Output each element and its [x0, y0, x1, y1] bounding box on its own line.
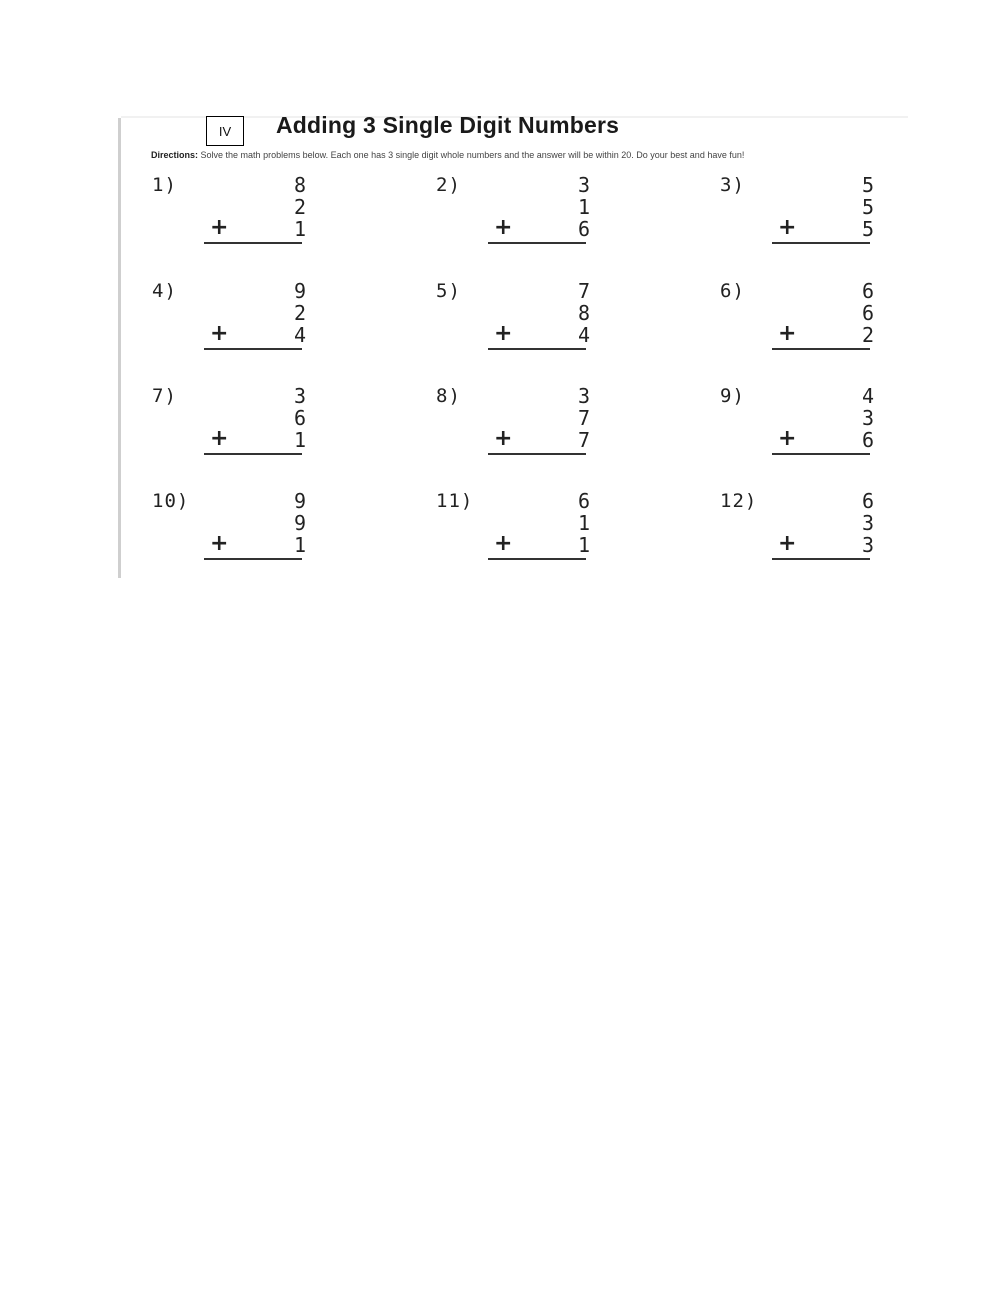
addend-3: 1	[293, 217, 306, 241]
plus-sign: +	[778, 426, 797, 451]
addend-2: 2	[293, 301, 306, 325]
addend-1: 5	[861, 173, 874, 197]
addend-2: 6	[293, 406, 306, 430]
plus-sign: +	[210, 531, 229, 556]
problem-number: 11)	[436, 490, 474, 512]
problem-number: 5)	[436, 280, 461, 302]
answer-line	[204, 348, 302, 350]
problem-9	[720, 385, 880, 475]
addend-1: 9	[293, 279, 306, 303]
addend-1: 4	[861, 384, 874, 408]
plus-sign: +	[778, 215, 797, 240]
answer-line	[772, 453, 870, 455]
plus-sign: +	[494, 426, 513, 451]
plus-sign: +	[778, 531, 797, 556]
addend-1: 6	[861, 279, 874, 303]
addend-3: 4	[577, 323, 590, 347]
plus-sign: +	[494, 215, 513, 240]
answer-line	[204, 242, 302, 244]
plus-sign: +	[210, 321, 229, 346]
addend-2: 3	[861, 406, 874, 430]
answer-line	[488, 453, 586, 455]
sheet-left-border	[118, 118, 121, 578]
problem-number: 7)	[152, 385, 177, 407]
directions-label: Directions:	[151, 150, 199, 160]
addend-2: 1	[577, 511, 590, 535]
problem-number: 12)	[720, 490, 758, 512]
problem-10	[152, 490, 312, 580]
label-box	[206, 116, 244, 146]
addend-1: 6	[861, 489, 874, 513]
addend-2: 1	[577, 195, 590, 219]
addend-1: 3	[577, 173, 590, 197]
addend-2: 2	[293, 195, 306, 219]
problem-5	[436, 280, 596, 370]
addend-3: 1	[577, 533, 590, 557]
addend-3: 1	[293, 428, 306, 452]
addend-3: 6	[861, 428, 874, 452]
problem-number: 6)	[720, 280, 745, 302]
answer-line	[488, 348, 586, 350]
addend-2: 9	[293, 511, 306, 535]
addend-3: 1	[293, 533, 306, 557]
problem-7	[152, 385, 312, 475]
problem-number: 8)	[436, 385, 461, 407]
problem-8	[436, 385, 596, 475]
addend-3: 5	[861, 217, 874, 241]
addend-1: 6	[577, 489, 590, 513]
problem-number: 9)	[720, 385, 745, 407]
addend-2: 3	[861, 511, 874, 535]
problem-1	[152, 174, 312, 264]
addend-1: 9	[293, 489, 306, 513]
answer-line	[772, 242, 870, 244]
label-text: IV	[218, 123, 232, 139]
addend-3: 4	[293, 323, 306, 347]
problem-12	[720, 490, 880, 580]
addend-3: 6	[577, 217, 590, 241]
addend-3: 3	[861, 533, 874, 557]
answer-line	[204, 453, 302, 455]
worksheet	[118, 112, 908, 578]
addend-2: 6	[861, 301, 874, 325]
problem-number: 3)	[720, 174, 745, 196]
answer-line	[204, 558, 302, 560]
addend-2: 7	[577, 406, 590, 430]
problem-11	[436, 490, 596, 580]
directions-text: Solve the math problems below. Each one has 3 single digit whole numbers and the answer will be within 20. Do your best and have fun!	[200, 150, 745, 160]
plus-sign: +	[210, 215, 229, 240]
plus-sign: +	[778, 321, 797, 346]
problem-4	[152, 280, 312, 370]
problem-2	[436, 174, 596, 264]
plus-sign: +	[494, 531, 513, 556]
plus-sign: +	[210, 426, 229, 451]
addend-2: 5	[861, 195, 874, 219]
problem-6	[720, 280, 880, 370]
addend-2: 8	[577, 301, 590, 325]
problem-number: 4)	[152, 280, 177, 302]
plus-sign: +	[494, 321, 513, 346]
directions	[151, 150, 873, 160]
answer-line	[488, 242, 586, 244]
addend-1: 3	[577, 384, 590, 408]
addend-1: 3	[293, 384, 306, 408]
problem-number: 10)	[152, 490, 190, 512]
worksheet-title: Adding 3 Single Digit Numbers	[276, 112, 620, 138]
answer-line	[772, 558, 870, 560]
addend-1: 7	[577, 279, 590, 303]
addend-3: 7	[577, 428, 590, 452]
addend-3: 2	[861, 323, 874, 347]
problem-3	[720, 174, 880, 264]
problem-number: 1)	[152, 174, 177, 196]
answer-line	[772, 348, 870, 350]
addend-1: 8	[293, 173, 306, 197]
answer-line	[488, 558, 586, 560]
problem-number: 2)	[436, 174, 461, 196]
